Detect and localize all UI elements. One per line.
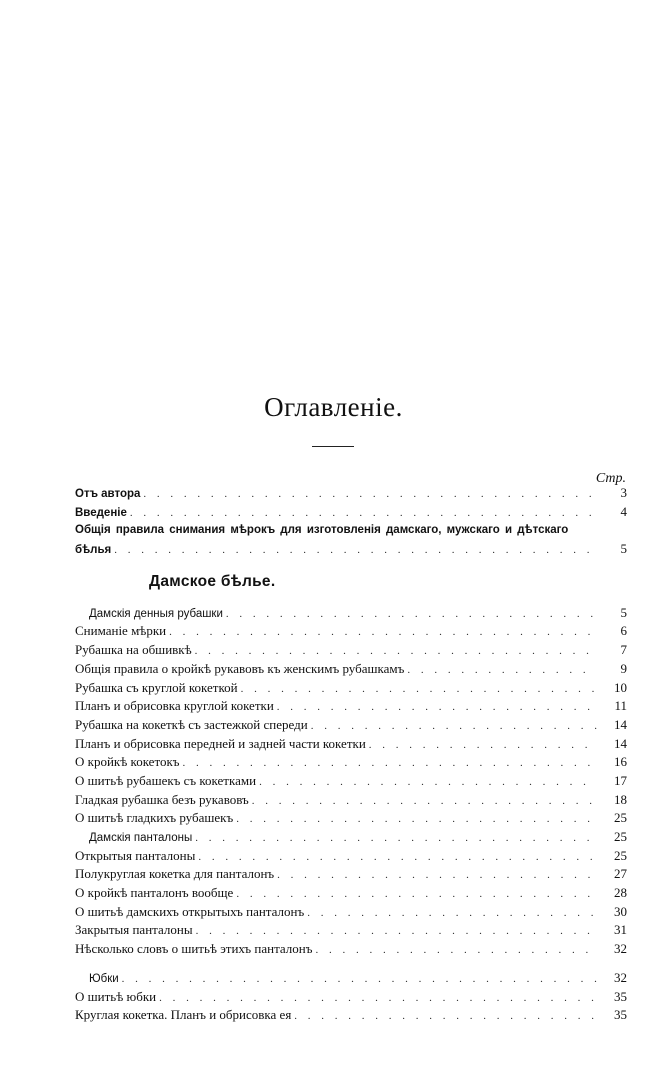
toc-entry-label: Открытыя панталоны	[75, 847, 198, 866]
dot-leader	[143, 485, 597, 504]
toc-entry-label: Рубашка на кокеткѣ съ застежкой спереди	[75, 716, 311, 735]
dot-leader	[198, 848, 597, 867]
toc-entry-page: 17	[614, 772, 627, 788]
toc-entry-page: 30	[614, 903, 627, 919]
toc-entry-label: Сниманіе мѣрки	[75, 622, 169, 641]
toc-entry	[75, 660, 627, 679]
toc-entry	[75, 921, 627, 940]
toc-entry	[75, 753, 627, 772]
toc-entry-label: О шитьѣ гладкихъ рубашекъ	[75, 809, 236, 828]
toc-entry	[75, 903, 627, 922]
toc-entry	[75, 969, 627, 988]
toc-entry-label: Полукруглая кокетка для панталонъ	[75, 865, 277, 884]
toc-entry	[75, 716, 627, 735]
toc-entry-label: Дамскія денныя рубашки	[75, 605, 226, 624]
toc-entry	[75, 1006, 627, 1025]
toc-entry-label: Круглая кокетка. Планъ и обрисовка ея	[75, 1006, 294, 1025]
dot-leader	[183, 754, 597, 773]
toc-entry-page: 7	[620, 642, 627, 658]
toc-entry-label: Отъ автора	[75, 485, 143, 504]
title-divider	[312, 446, 354, 447]
toc-entry	[75, 641, 627, 660]
toc-entry-page: 32	[614, 941, 627, 957]
toc-entry-label: Общія правила о кройкѣ рукавовъ къ женскимъ рубашкамъ	[75, 660, 407, 679]
dot-leader	[252, 792, 597, 811]
toc-entry-page: 28	[614, 885, 627, 901]
toc-entry-page: 31	[614, 922, 627, 938]
toc-entry-label: О шитьѣ рубашекъ съ кокетками	[75, 772, 259, 791]
toc-entry	[75, 809, 627, 828]
toc-entry	[75, 884, 627, 903]
toc-entry-page: 11	[614, 698, 627, 714]
toc-entry-label: Нѣсколько словъ о шитьѣ этихъ панталонъ	[75, 940, 315, 959]
toc-entry-label: О шитьѣ юбки	[75, 988, 159, 1007]
toc-entry	[75, 988, 627, 1007]
dot-leader	[169, 623, 597, 642]
dot-leader	[195, 829, 597, 848]
dot-leader	[236, 810, 597, 829]
page-column-header: Стр.	[595, 471, 626, 486]
toc-entry	[75, 791, 627, 810]
toc-entry	[75, 697, 627, 716]
dot-leader	[307, 904, 597, 923]
toc-entry-page: 18	[614, 791, 627, 807]
toc-entry-page: 9	[620, 660, 627, 676]
toc-entry-label: Планъ и обрисовка передней и задней части кокетки	[75, 735, 369, 754]
toc-entry-label: Юбки	[75, 970, 122, 989]
dot-leader	[226, 605, 597, 624]
toc-entry-label: Введеніе	[75, 504, 130, 523]
toc-entry-general-rules-line2	[75, 540, 627, 559]
toc-entry-page: 35	[614, 988, 627, 1004]
toc-entry-label: Общія правила снимания мѣрокъ для изготовленія дамскаго, мужскаго и дѣтскаго	[75, 521, 571, 540]
dot-leader	[277, 866, 597, 885]
toc-entry-label: Дамскія панталоны	[75, 829, 195, 848]
toc-entry	[75, 679, 627, 698]
page-title: Оглавленіе.	[264, 392, 403, 422]
toc-entry-label: О кройкѣ панталонъ вообще	[75, 884, 236, 903]
toc-entry-general-rules-line1	[75, 521, 627, 540]
toc-entry	[75, 847, 627, 866]
toc-entry	[75, 735, 627, 754]
toc-entry-label: бѣлья	[75, 541, 114, 560]
toc-entry	[75, 828, 627, 847]
dot-leader	[259, 773, 597, 792]
toc-entry-label: О шитьѣ дамскихъ открытыхъ панталонъ	[75, 903, 307, 922]
toc-entry-introduction	[75, 503, 627, 522]
dot-leader	[195, 642, 597, 661]
dot-leader	[236, 885, 597, 904]
toc-entry-page: 25	[614, 847, 627, 863]
toc-entry-page: 35	[614, 1007, 627, 1023]
dot-leader	[369, 736, 597, 755]
toc-entry-page: 14	[614, 735, 627, 751]
toc-entry-label: Закрытыя панталоны	[75, 921, 196, 940]
toc-entry-page: 5	[620, 541, 627, 557]
toc-entry-page: 10	[614, 679, 627, 695]
dot-leader	[159, 989, 597, 1008]
section-heading: Дамское бѣлье.	[149, 572, 276, 590]
toc-entry	[75, 772, 627, 791]
dot-leader	[277, 698, 597, 717]
table-of-contents	[75, 484, 627, 1025]
toc-entry-page: 32	[614, 969, 627, 985]
toc-entry	[75, 604, 627, 623]
dot-leader	[122, 970, 597, 989]
spacer	[75, 959, 627, 969]
toc-entry	[75, 622, 627, 641]
toc-entry-label: Планъ и обрисовка круглой кокетки	[75, 697, 277, 716]
toc-entry-preface	[75, 484, 627, 503]
toc-entry-page: 16	[614, 754, 627, 770]
dot-leader	[196, 922, 597, 941]
toc-entry-page: 3	[620, 485, 627, 500]
dot-leader	[114, 541, 597, 560]
dot-leader	[294, 1007, 597, 1026]
dot-leader	[311, 717, 597, 736]
dot-leader	[315, 941, 597, 960]
toc-entry-label: Рубашка на обшивкѣ	[75, 641, 195, 660]
toc-entry-page: 4	[620, 503, 627, 519]
toc-entry-label: Рубашка съ круглой кокеткой	[75, 679, 241, 698]
dot-leader	[130, 504, 597, 523]
toc-entry-page: 25	[614, 810, 627, 826]
toc-entry-label: Гладкая рубашка безъ рукавовъ	[75, 791, 252, 810]
toc-entry-page: 14	[614, 716, 627, 732]
toc-entry-page: 25	[614, 829, 627, 844]
toc-entry-page: 6	[620, 623, 627, 639]
dot-leader	[407, 661, 597, 680]
toc-entry-label: О кройкѣ кокетокъ	[75, 753, 183, 772]
toc-entry-page: 5	[620, 604, 627, 620]
toc-entry-page: 27	[614, 866, 627, 882]
toc-entry	[75, 865, 627, 884]
toc-entry	[75, 940, 627, 959]
dot-leader	[241, 680, 597, 699]
